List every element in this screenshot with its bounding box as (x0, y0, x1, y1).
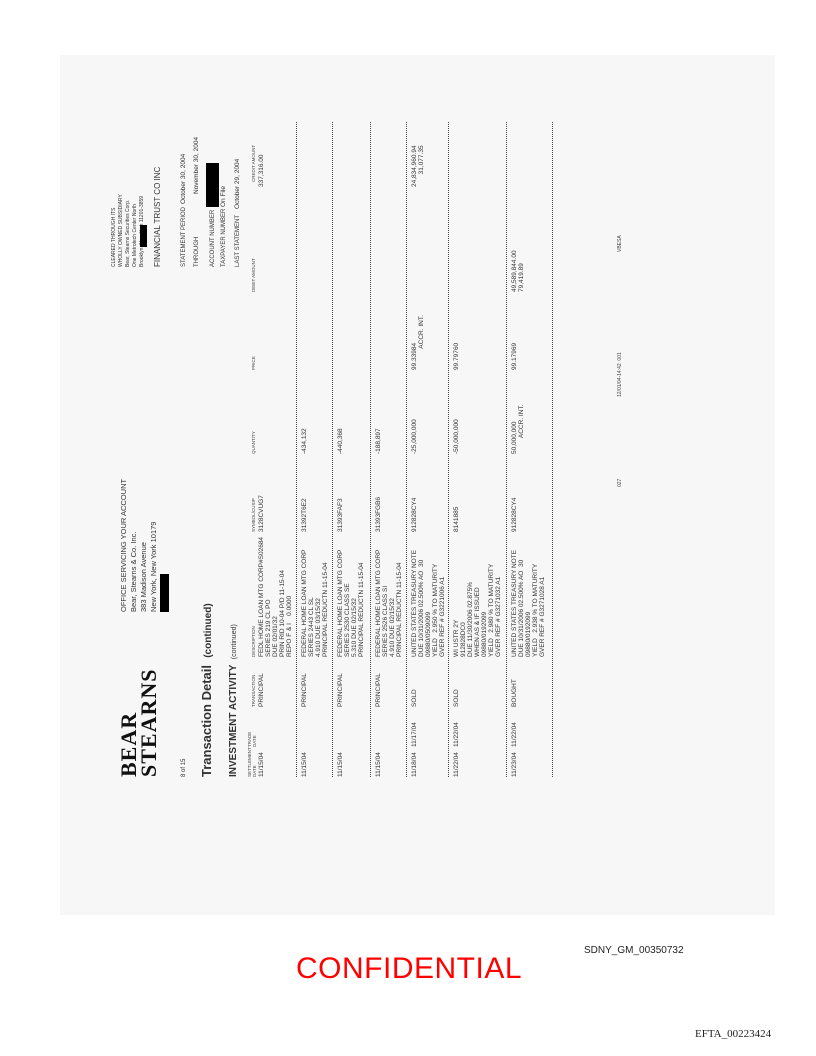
row-divider (506, 122, 507, 777)
efta-number: EFTA_00223424 (695, 1028, 772, 1040)
bates-number: SDNY_GM_00350732 (584, 945, 684, 956)
section-title: INVESTMENT ACTIVITY (continued) (228, 624, 239, 777)
row-divider (332, 122, 333, 777)
last-statement-label: LAST STATEMENT (235, 214, 241, 267)
table-row-type: PRINCIPAL (375, 673, 382, 707)
table-row-price: 99.33984 ACCR. INT. (411, 315, 425, 370)
account-number-label: ACCOUNT NUMBER (210, 209, 216, 267)
table-row-settle: 11/15/04 (375, 752, 382, 777)
table-row-settle: 11/22/04 (453, 752, 460, 777)
table-row-symbol: 31393FGB6 (375, 496, 382, 532)
col-settlement-date: SETTLEMENT DATE (247, 747, 257, 777)
table-row-symbol: 31392T6E2 (301, 498, 308, 532)
col-transaction: TRANSACTION (251, 674, 256, 707)
col-price: PRICE (251, 356, 256, 370)
table-row-symbol: 912828CY4 (411, 497, 418, 532)
table-row-symbol: 31393FAF3 (337, 498, 344, 532)
row-divider (552, 122, 553, 777)
table-row-price: 99.79760 (453, 342, 460, 370)
table-row-type: PRINCIPAL (337, 673, 344, 707)
last-statement-value: October 29, 2004 (234, 158, 241, 209)
table-row-desc: UNITED STATES TREASURY NOTE DUE 10/31/2006 02.500% AO 30 09880/0192099 YIELD 2.938 % TO MATURITY GVER REF # G3271028 A1 (511, 549, 546, 657)
table-row-desc: UNITED STATES TREASURY NOTE DUE 10/31/2006 02.500% AO 30 09880/0509099 YIELD 2.950 % TO MATURITY GVER REF # G3221006 A1 (411, 549, 446, 657)
table-row-qty: -434,132 (301, 428, 308, 454)
table-row-type: SOLD (411, 689, 418, 707)
table-row-type: BOUGHT (511, 679, 518, 707)
row-divider (296, 122, 297, 777)
redaction-bar (140, 225, 147, 247)
table-row-trade: 11/22/04 (453, 722, 460, 747)
table-row-type: SOLD (453, 689, 460, 707)
statement-period-value: October 30, 2004 (180, 153, 187, 204)
account-holder: FINANCIAL TRUST CO INC (153, 166, 162, 267)
table-row-qty: -188,897 (375, 428, 382, 454)
table-row-type: PRINCIPAL (301, 673, 308, 707)
col-quantity: QUANTITY (251, 431, 256, 454)
table-row-symbol: 912828CY4 (511, 497, 518, 532)
table-row-qty: -440,368 (337, 428, 344, 454)
table-row-settle: 11/23/04 (511, 752, 518, 777)
office-address: OFFICE SERVICING YOUR ACCOUNT Bear, Stearns & Co. Inc. 383 Madison Avenue New York, New York 10179 (119, 478, 158, 612)
table-row-desc: FEDL HOME LOAN MTG CORP#S02684 SERIES 219 CL PO DUE 02/01/32 PRIN RID 10-04 P/D 11-15-04 REPO F & I 0.0000 (258, 536, 293, 657)
bear-stearns-logo: BEAR STEARNS (116, 668, 161, 777)
table-row-credit: 24,834,960.94 31,077.35 (411, 145, 425, 187)
table-row-settle: 11/15/04 (258, 752, 265, 777)
table-row-price: 99.17969 (511, 342, 518, 370)
table-row-desc: WI USTR 2Y 912828DC0 DUE 11/30/2006 02.875% WHEN AS & IF ISSUED 09880/0192099 YIELD 2.980 % TO MATURITY GVER REF # G3271032 A1 (453, 563, 502, 657)
taxpayer-label: TAXPAYER NUMBER (221, 208, 227, 267)
table-row-debit: 49,589,844.00 79,419.89 (511, 250, 525, 292)
table-row-qty: -50,000,000 (453, 419, 460, 454)
table-row-qty: 50,000,000 ACCR. INT. (511, 404, 525, 454)
footer-code: VBESA (617, 235, 623, 252)
col-symbol: SYMBOL/CUSIP (251, 498, 256, 532)
table-row-symbol: 3128CVUG7 (258, 495, 265, 532)
table-row-qty: -25,000,000 (411, 419, 418, 454)
redaction-bar (206, 163, 219, 207)
table-row-desc: FEDERAL HOME LOAN MTG CORP SERIES 2526 CLASS SI 4.910 DUE 02/15/32 PRINCIPAL REDUCTN 11-15-04 (375, 549, 403, 657)
page-number: 8 of 15 (181, 758, 187, 777)
table-row-desc: FEDERAL HOME LOAN MTG CORP SERIES 2530 CLASS SE 5.310 DUE 02/15/32 PRINCIPAL REDUCTN 11-15-04 (337, 549, 365, 657)
through-label: THROUGH (194, 236, 200, 267)
col-trade-date: TRADE DATE (247, 731, 257, 747)
table-row-desc: FEDERAL HOME LOAN MTG CORP SERIES 2443 CL SL 4.910 DUE 03/15/32 PRINCIPAL REDUCTN 11-15-04 (301, 549, 329, 657)
clearing-address: CLEARED THROUGH ITS WHOLLY OWNED SUBSIDIARY Bear, Stearns Securities Corp. One Metrotech Center North (111, 194, 138, 267)
col-description: DESCRIPTION (251, 626, 256, 657)
row-divider (370, 122, 371, 777)
taxpayer-value: On File (220, 186, 227, 207)
through-value: November 30, 2004 (193, 136, 200, 194)
confidential-stamp: CONFIDENTIAL (296, 952, 523, 985)
table-row-settle: 11/15/04 (337, 752, 344, 777)
table-row-trade: 11/17/04 (411, 722, 418, 747)
table-row-settle: 11/18/04 (411, 752, 418, 777)
table-row-credit: 337,316.00 (258, 154, 265, 187)
row-divider (406, 122, 407, 777)
row-divider (448, 122, 449, 777)
table-row-settle: 11/15/04 (301, 752, 308, 777)
table-row-type: PRINCIPAL (258, 673, 265, 707)
footer-timestamp: 12/01/04-14:42 001 (617, 352, 623, 397)
page-title: Transaction Detail (continued) (199, 603, 214, 777)
table-row-symbol: 8141885 (453, 506, 460, 532)
col-debit: DEBIT AMOUNT (251, 258, 256, 292)
rotated-statement (105, 115, 633, 787)
col-credit: CREDIT AMOUNT (251, 144, 256, 182)
statement-period-label: STATEMENT PERIOD (181, 206, 187, 267)
redaction-bar (160, 574, 169, 612)
footer-page-code: 027 (617, 478, 623, 487)
table-row-trade: 11/22/04 (511, 722, 518, 747)
